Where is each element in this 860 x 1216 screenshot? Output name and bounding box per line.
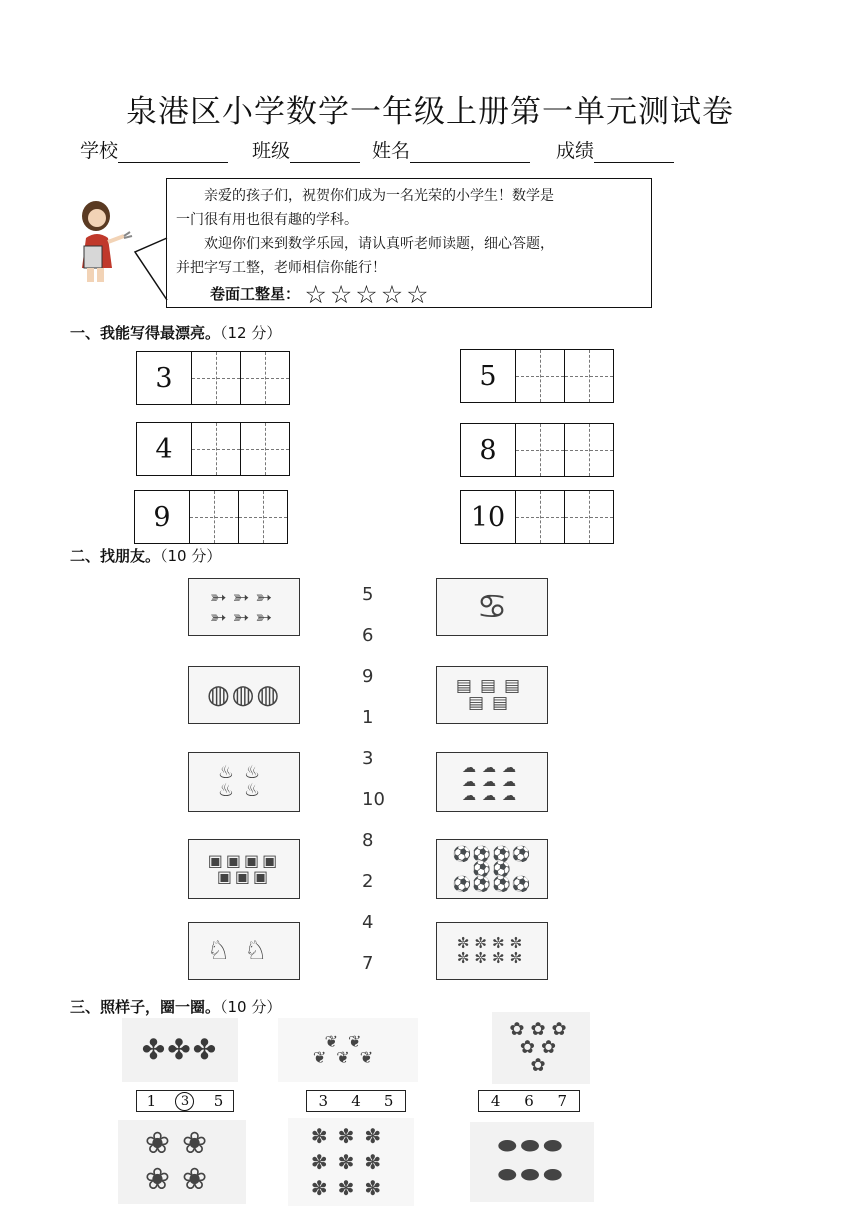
- writing-box: [136, 422, 290, 476]
- option-box: [478, 1090, 580, 1112]
- neatness-stars: ☆☆☆☆☆: [304, 280, 432, 309]
- friend-number[interactable]: 4: [362, 912, 374, 933]
- section-3-heading: [70, 996, 281, 1017]
- name-line[interactable]: [410, 142, 530, 163]
- writing-number: 4: [137, 423, 192, 475]
- teapot-icon: ▣▣▣▣ ▣▣▣: [207, 851, 281, 886]
- writing-cell[interactable]: [192, 352, 241, 404]
- writing-cell[interactable]: [516, 424, 565, 476]
- writing-number: 3: [137, 352, 192, 404]
- score-line[interactable]: [594, 142, 674, 163]
- writing-number: 5: [461, 350, 516, 402]
- section-1-title: 一、我能写得最漂亮。: [70, 324, 221, 342]
- neatness-label: 卷面工整星：: [210, 285, 301, 303]
- neatness-row: [176, 282, 646, 307]
- flower-picture: [288, 1118, 414, 1206]
- section-3-points: （10 分）: [220, 998, 282, 1016]
- class-field: [252, 136, 360, 163]
- peacock-picture: [118, 1120, 246, 1204]
- writing-cell[interactable]: [565, 424, 613, 476]
- swallow-icon: ➳➳➳ ➳➳➳: [209, 585, 279, 629]
- intro-line-3: 欢迎你们来到数学乐园，请认真听老师读题，细心答题，: [204, 236, 554, 252]
- option-number: 1: [146, 1092, 157, 1110]
- intro-line-4: 并把字写工整，老师相信你能行！: [176, 260, 386, 276]
- goldfish-picture: [278, 1018, 418, 1082]
- option-number[interactable]: 7: [557, 1092, 568, 1110]
- option-number[interactable]: 3: [318, 1092, 329, 1110]
- school-field: [80, 136, 228, 163]
- butterfly-picture: [492, 1012, 590, 1084]
- friend-number[interactable]: 7: [362, 953, 374, 974]
- friend-number[interactable]: 10: [362, 789, 385, 810]
- option-box: [306, 1090, 406, 1112]
- writing-cell[interactable]: [565, 491, 613, 543]
- peacock-icon: ❀❀ ❀❀: [144, 1126, 220, 1197]
- page-title: 泉港区小学数学一年级上册第一单元测试卷: [126, 94, 734, 130]
- soccer-ball-picture[interactable]: [436, 839, 548, 899]
- score-label: 成绩: [556, 140, 595, 162]
- friend-number[interactable]: 1: [362, 707, 374, 728]
- swallow-picture[interactable]: [188, 578, 300, 636]
- option-number[interactable]: 6: [524, 1092, 534, 1110]
- writing-box: [460, 349, 614, 403]
- section-1-points: （12 分）: [220, 324, 282, 342]
- intro-line-1: 亲爱的孩子们，祝贺你们成为一名光荣的小学生！数学是: [204, 188, 554, 204]
- writing-cell[interactable]: [239, 491, 287, 543]
- option-number: 5: [213, 1092, 224, 1110]
- writing-number: 10: [461, 491, 516, 543]
- writing-box: [460, 490, 614, 544]
- monkey-picture[interactable]: [436, 578, 548, 636]
- insect-icon: ✼✼✼✼ ✼✼✼✼: [456, 934, 528, 967]
- lantern-picture[interactable]: [188, 666, 300, 724]
- section-2-points: （10 分）: [160, 547, 222, 565]
- section-1-heading: [70, 322, 281, 343]
- lantern-icon: ◍◍◍: [206, 680, 282, 710]
- maple-leaf-icon: ✤✤✤: [141, 1033, 219, 1066]
- teapot-picture[interactable]: [188, 839, 300, 899]
- friend-number[interactable]: 9: [362, 666, 374, 687]
- ladybug-icon: ⬬⬬⬬ ⬬⬬⬬: [497, 1134, 567, 1188]
- insect-picture[interactable]: [436, 922, 548, 980]
- book-icon: ▤▤▤ ▤▤: [455, 676, 529, 713]
- duck-icon: ♨♨ ♨♨: [217, 762, 271, 801]
- writing-cell[interactable]: [190, 491, 239, 543]
- score-field: [556, 136, 674, 163]
- class-line[interactable]: [290, 142, 360, 163]
- writing-box: [136, 351, 290, 405]
- writing-box: [134, 490, 288, 544]
- name-field: [372, 136, 530, 163]
- maple-leaf-picture: [122, 1018, 238, 1082]
- school-label: 学校: [80, 140, 119, 162]
- writing-number: 8: [461, 424, 516, 476]
- friend-number[interactable]: 3: [362, 748, 374, 769]
- friend-number[interactable]: 6: [362, 625, 374, 646]
- writing-number: 9: [135, 491, 190, 543]
- ladybug-picture: [470, 1122, 594, 1202]
- option-number[interactable]: 4: [351, 1092, 361, 1110]
- writing-cell[interactable]: [565, 350, 613, 402]
- name-label: 姓名: [372, 140, 411, 162]
- intro-line-2: 一门很有用也很有趣的学科。: [176, 212, 358, 228]
- rabbit-icon: ♘♘: [206, 936, 282, 966]
- school-line[interactable]: [118, 142, 228, 163]
- goldfish-icon: ❦❦ ❦❦❦: [312, 1032, 384, 1067]
- friend-number[interactable]: 5: [362, 584, 374, 605]
- class-label: 班级: [252, 140, 291, 162]
- writing-cell[interactable]: [241, 352, 289, 404]
- soccer-ball-icon: ⚽⚽⚽⚽ ⚽⚽ ⚽⚽⚽⚽: [452, 844, 532, 893]
- flower-icon: ✽✽✽ ✽✽✽ ✽✽✽: [310, 1124, 392, 1200]
- writing-box: [460, 423, 614, 477]
- section-2-heading: [70, 545, 221, 566]
- section-3-title: 三、照样子，圈一圈。: [70, 998, 221, 1016]
- circled-option-number: 3: [175, 1092, 194, 1111]
- hat-icon: ☁☁☁ ☁☁☁ ☁☁☁: [462, 760, 522, 804]
- section-2-title: 二、找朋友。: [70, 547, 161, 565]
- writing-cell[interactable]: [241, 423, 289, 475]
- option-number[interactable]: 5: [383, 1092, 394, 1110]
- option-number[interactable]: 4: [490, 1092, 501, 1110]
- rabbit-picture[interactable]: [188, 922, 300, 980]
- writing-cell[interactable]: [516, 350, 565, 402]
- monkey-icon: ♋: [476, 587, 508, 627]
- intro-text: [176, 184, 646, 307]
- friend-number[interactable]: 8: [362, 830, 374, 851]
- friend-number[interactable]: 2: [362, 871, 374, 892]
- writing-cell[interactable]: [192, 423, 241, 475]
- writing-cell[interactable]: [516, 491, 565, 543]
- book-picture[interactable]: [436, 666, 548, 724]
- example-option-box: [136, 1090, 234, 1112]
- butterfly-icon: ✿✿✿ ✿✿ ✿: [509, 1019, 573, 1076]
- duck-picture[interactable]: [188, 752, 300, 812]
- hat-picture[interactable]: [436, 752, 548, 812]
